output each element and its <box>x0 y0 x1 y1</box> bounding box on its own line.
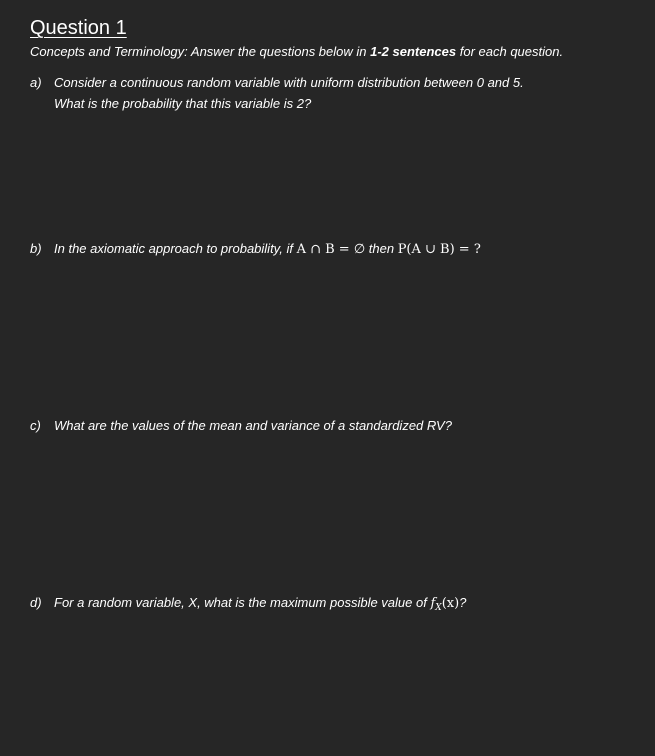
question-c-text: What are the values of the mean and variance of a standardized RV? <box>54 418 452 433</box>
question-b-math-condition: A ∩ B = ∅ <box>296 242 366 257</box>
question-b-letter: b) <box>30 241 42 256</box>
question-d-math-arg: (x) <box>441 596 460 611</box>
question-b-math-expression: P(A ∪ B) = ? <box>397 242 481 257</box>
instructions-text-end: for each question. <box>456 44 564 59</box>
question-d-letter: d) <box>30 595 42 610</box>
question-d-math-subscript: X <box>435 603 442 613</box>
instructions-text: Concepts and Terminology: Answer the questions below in <box>30 44 371 59</box>
question-d-math <box>430 596 459 611</box>
instructions-emphasis: 1-2 sentences <box>370 44 457 59</box>
question-a-line2: What is the probability that this variable is 2? <box>54 96 312 111</box>
question-title: Question 1 <box>30 17 127 39</box>
question-a-line1: Consider a continuous random variable with uniform distribution between 0 and 5. <box>54 75 524 90</box>
instructions <box>30 43 563 61</box>
question-d-math-f: f <box>430 596 436 611</box>
question-a-letter: a) <box>30 75 42 90</box>
question-b-text-mid: then <box>365 241 398 256</box>
question-d-text-end: ? <box>459 595 467 610</box>
question-b-text: In the axiomatic approach to probability, if <box>54 241 297 256</box>
question-c-letter: c) <box>30 418 41 433</box>
question-d-text: For a random variable, X, what is the maximum possible value of <box>54 595 431 610</box>
